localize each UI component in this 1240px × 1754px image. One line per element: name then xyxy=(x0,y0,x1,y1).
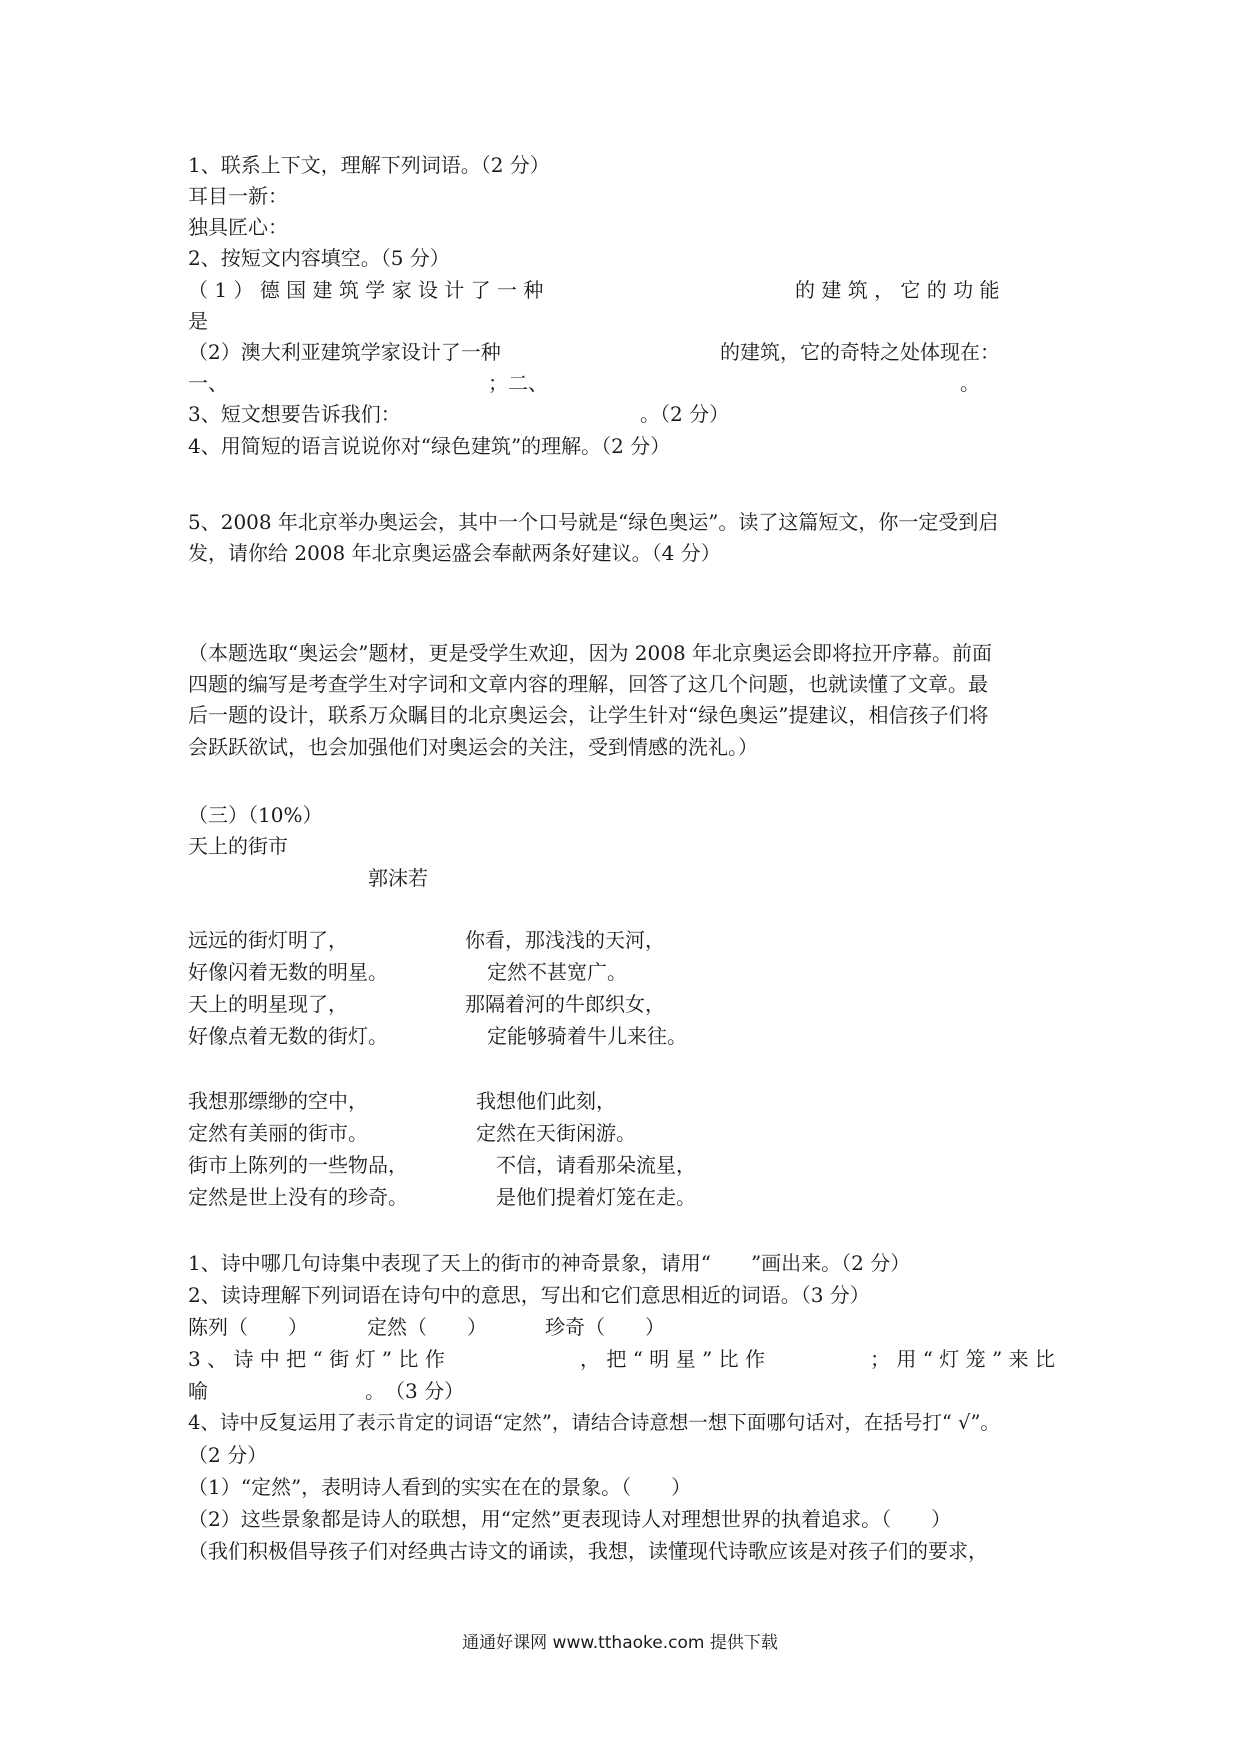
poem-question-2-word-b: 定然（ ） xyxy=(367,1315,487,1339)
poem-title: 天上的街市 xyxy=(188,834,288,858)
question-2-2-part-a: 一、 xyxy=(188,371,228,395)
poem-line: 定然不甚宽广。 xyxy=(487,960,627,984)
poem-question-3-continued-a: 喻 xyxy=(188,1379,208,1403)
poem-line: 定然在天街闲游。 xyxy=(476,1121,636,1145)
question-3-left: 3、短文想要告诉我们： xyxy=(188,402,401,426)
commentary-line-4: 会跃跃欲试，也会加强他们对奥运会的关注，受到情感的洗礼。） xyxy=(188,735,758,759)
poem-line: 远远的街灯明了， xyxy=(188,928,348,952)
poem-line: 天上的明星现了， xyxy=(188,992,348,1016)
poem-line: 好像闪着无数的明星。 xyxy=(188,960,388,984)
question-4: 4、用简短的语言说说你对“绿色建筑”的理解。（2 分） xyxy=(188,434,671,458)
question-2: 2、按短文内容填空。（5 分） xyxy=(188,246,450,270)
poem-line: 定然是世上没有的珍奇。 xyxy=(188,1185,408,1209)
poem-question-3-part-c: ； 用 “ 灯 笼 ” 来 比 xyxy=(870,1347,1055,1371)
poem-line: 好像点着无数的街灯。 xyxy=(188,1024,388,1048)
closing-commentary: （我们积极倡导孩子们对经典古诗文的诵读，我想，读懂现代诗歌应该是对孩子们的要求， xyxy=(188,1539,988,1563)
commentary-line-3: 后一题的设计，联系万众瞩目的北京奥运会，让学生针对“绿色奥运”提建议，相信孩子们将 xyxy=(188,703,989,727)
question-2-1-continued: 是 xyxy=(188,309,208,333)
commentary-line-2: 四题的编写是考查学生对字词和文章内容的理解，回答了这几个问题，也就读懂了文章。最 xyxy=(188,672,988,696)
poem-question-4-score: （2 分） xyxy=(188,1443,268,1467)
poem-question-4: 4、诗中反复运用了表示肯定的词语“定然”，请结合诗意想一想下面哪句话对，在括号打“ √”。 xyxy=(188,1411,1000,1434)
poem-line: 那隔着河的牛郎织女， xyxy=(465,992,665,1016)
question-1-word-2: 独具匠心： xyxy=(188,215,288,239)
question-5-line-1: 5、2008 年北京举办奥运会，其中一个口号就是“绿色奥运”。读了这篇短文，你一定受到启 xyxy=(188,510,999,534)
poem-question-4-option-1: （1）“定然”，表明诗人看到的实实在在的景象。（ ） xyxy=(188,1475,692,1499)
question-2-2-right: 的建筑，它的奇特之处体现在： xyxy=(720,340,1000,364)
question-2-1-left: （ 1 ） 德 国 建 筑 学 家 设 计 了 一 种 xyxy=(188,278,544,302)
question-2-2-part-b: ；二、 xyxy=(488,371,548,395)
question-1-word-1: 耳目一新： xyxy=(188,184,288,208)
question-2-2-left: （2）澳大利亚建筑学家设计了一种 xyxy=(188,340,501,364)
question-3-right: 。（2 分） xyxy=(640,402,730,426)
section-heading: （三）（10%） xyxy=(188,803,323,827)
poem-author: 郭沫若 xyxy=(368,866,428,890)
poem-question-1: 1、诗中哪几句诗集中表现了天上的街市的神奇景象，请用“ ”画出来。（2 分） xyxy=(188,1251,911,1275)
poem-line: 街市上陈列的一些物品， xyxy=(188,1153,408,1177)
question-1: 1、联系上下文，理解下列词语。（2 分） xyxy=(188,153,550,177)
poem-line: 你看，那浅浅的天河， xyxy=(465,928,665,952)
poem-line: 定能够骑着牛儿来往。 xyxy=(487,1024,687,1048)
question-2-2-part-c: 。 xyxy=(960,371,980,395)
question-5-line-2: 发，请你给 2008 年北京奥运盛会奉献两条好建议。（4 分） xyxy=(188,541,721,565)
poem-question-2: 2、读诗理解下列词语在诗句中的意思，写出和它们意思相近的词语。（3 分） xyxy=(188,1283,870,1307)
poem-question-3-part-a: 3 、 诗 中 把 “ 街 灯 ” 比 作 xyxy=(188,1347,445,1371)
poem-question-3-continued-b: 。 （3 分） xyxy=(365,1379,465,1403)
commentary-line-1: （本题选取“奥运会”题材，更是受学生欢迎，因为 2008 年北京奥运会即将拉开序幕。前面 xyxy=(188,641,993,665)
poem-question-2-word-a: 陈列（ ） xyxy=(188,1315,308,1339)
poem-line: 定然有美丽的街市。 xyxy=(188,1121,368,1145)
poem-line: 不信，请看那朵流星， xyxy=(496,1153,696,1177)
footer-download-note: 通通好课网 www.tthaoke.com 提供下载 xyxy=(462,1633,778,1653)
poem-question-4-option-2: （2）这些景象都是诗人的联想，用“定然”更表现诗人对理想世界的执着追求。（ ） xyxy=(188,1507,952,1531)
poem-question-3-part-b: ， 把 “ 明 星 ” 比 作 xyxy=(580,1347,765,1371)
poem-line: 我想那缥缈的空中， xyxy=(188,1089,368,1113)
poem-line: 我想他们此刻， xyxy=(476,1089,616,1113)
poem-line: 是他们提着灯笼在走。 xyxy=(496,1185,696,1209)
poem-question-2-word-c: 珍奇（ ） xyxy=(545,1315,665,1339)
question-2-1-right: 的 建 筑 ， 它 的 功 能 xyxy=(795,278,1000,302)
